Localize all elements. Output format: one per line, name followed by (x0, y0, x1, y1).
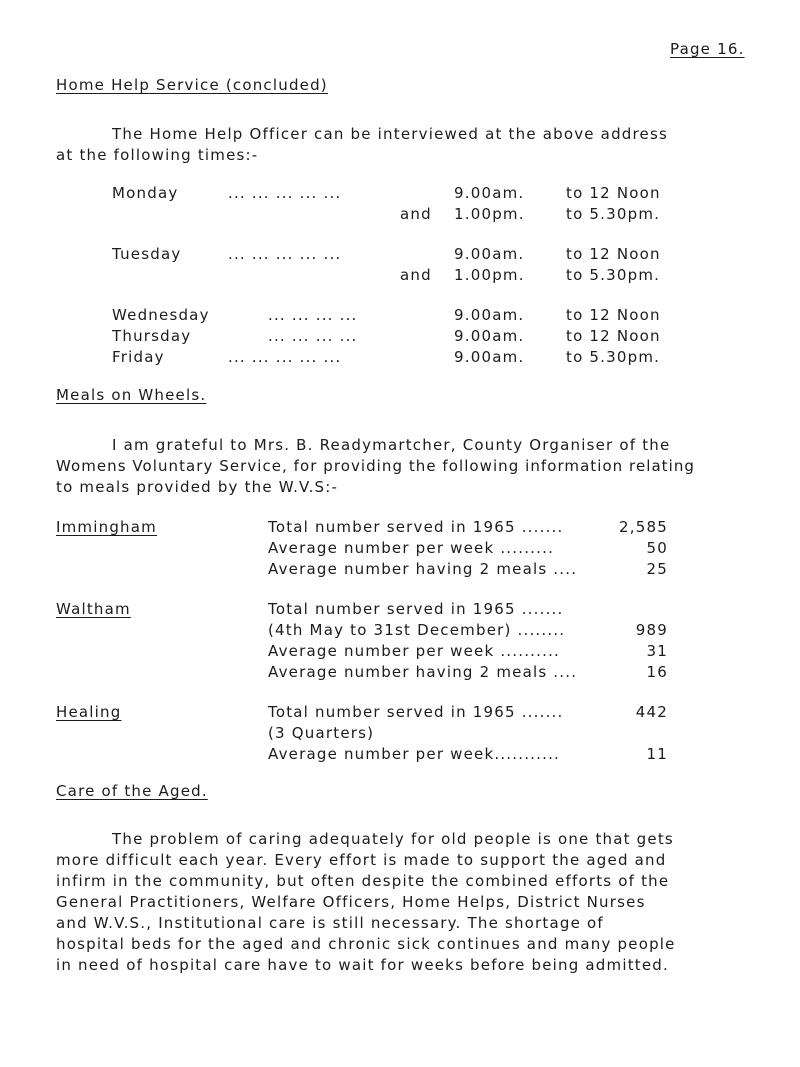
page-number: Page 16. (670, 40, 745, 58)
care-text-line: in need of hospital care have to wait for weeks before being admitted. (56, 956, 669, 974)
care-text-line: hospital beds for the aged and chronic sick continues and many people (56, 935, 676, 953)
stat-value: 16 (646, 663, 668, 681)
place-name: Healing (56, 703, 122, 721)
intro-line-2: at the following times:- (56, 146, 259, 164)
schedule-day: Friday (112, 348, 165, 366)
stat-label: Total number served in 1965 ....... (268, 703, 564, 721)
care-text-line: infirm in the community, but often despite the combined efforts of the (56, 872, 670, 890)
schedule-from: 1.00pm. (454, 205, 525, 223)
care-heading: Care of the Aged. (56, 782, 208, 800)
stat-label: Average number having 2 meals .... (268, 560, 578, 578)
schedule-day: Wednesday (112, 306, 210, 324)
schedule-to: to 12 Noon (566, 327, 661, 345)
stat-label: Average number per week ......... (268, 539, 555, 557)
stat-label: (4th May to 31st December) ........ (268, 621, 566, 639)
stat-value: 50 (646, 539, 668, 557)
stat-value: 989 (635, 621, 668, 639)
stat-label: (3 Quarters) (268, 724, 375, 742)
schedule-dots: ... ... ... ... ... (228, 184, 342, 202)
stat-value: 11 (646, 745, 668, 763)
schedule-from: 9.00am. (454, 245, 525, 263)
schedule-to: to 12 Noon (566, 306, 661, 324)
schedule-to: to 5.30pm. (566, 266, 661, 284)
schedule-from: 9.00am. (454, 306, 525, 324)
meals-intro-line: to meals provided by the W.V.S:- (56, 478, 339, 496)
meals-heading: Meals on Wheels. (56, 386, 207, 404)
place-name: Immingham (56, 518, 157, 536)
stat-label: Total number served in 1965 ....... (268, 600, 564, 618)
intro-line-1: The Home Help Officer can be interviewed at the above address (112, 125, 669, 143)
stat-label: Average number having 2 meals .... (268, 663, 578, 681)
schedule-dots: ... ... ... ... (268, 306, 358, 324)
schedule-to: to 12 Noon (566, 184, 661, 202)
schedule-to: to 5.30pm. (566, 205, 661, 223)
care-text-line: General Practitioners, Welfare Officers, Home Helps, District Nurses (56, 893, 646, 911)
schedule-from: 9.00am. (454, 184, 525, 202)
stat-label: Average number per week........... (268, 745, 561, 763)
care-text-line: and W.V.S., Institutional care is still necessary. The shortage of (56, 914, 604, 932)
schedule-to: to 12 Noon (566, 245, 661, 263)
schedule-day: Tuesday (112, 245, 182, 263)
stat-value: 31 (646, 642, 668, 660)
schedule-day: Monday (112, 184, 179, 202)
schedule-from: 1.00pm. (454, 266, 525, 284)
stat-value: 2,585 (619, 518, 668, 536)
stat-value: 25 (646, 560, 668, 578)
schedule-dots: ... ... ... ... ... (228, 348, 342, 366)
meals-intro-line: Womens Voluntary Service, for providing the following information relating (56, 457, 695, 475)
schedule-day: Thursday (112, 327, 192, 345)
schedule-conj: and (400, 266, 432, 284)
stat-value: 442 (635, 703, 668, 721)
stat-label: Average number per week .......... (268, 642, 561, 660)
schedule-conj: and (400, 205, 432, 223)
place-name: Waltham (56, 600, 131, 618)
schedule-from: 9.00am. (454, 327, 525, 345)
stat-label: Total number served in 1965 ....... (268, 518, 564, 536)
section-heading: Home Help Service (concluded) (56, 76, 328, 94)
schedule-to: to 5.30pm. (566, 348, 661, 366)
schedule-dots: ... ... ... ... (268, 327, 358, 345)
schedule-from: 9.00am. (454, 348, 525, 366)
schedule-dots: ... ... ... ... ... (228, 245, 342, 263)
care-text-line: The problem of caring adequately for old people is one that gets (112, 830, 674, 848)
care-text-line: more difficult each year. Every effort is made to support the aged and (56, 851, 667, 869)
meals-intro-line: I am grateful to Mrs. B. Readymartcher, County Organiser of the (112, 436, 671, 454)
